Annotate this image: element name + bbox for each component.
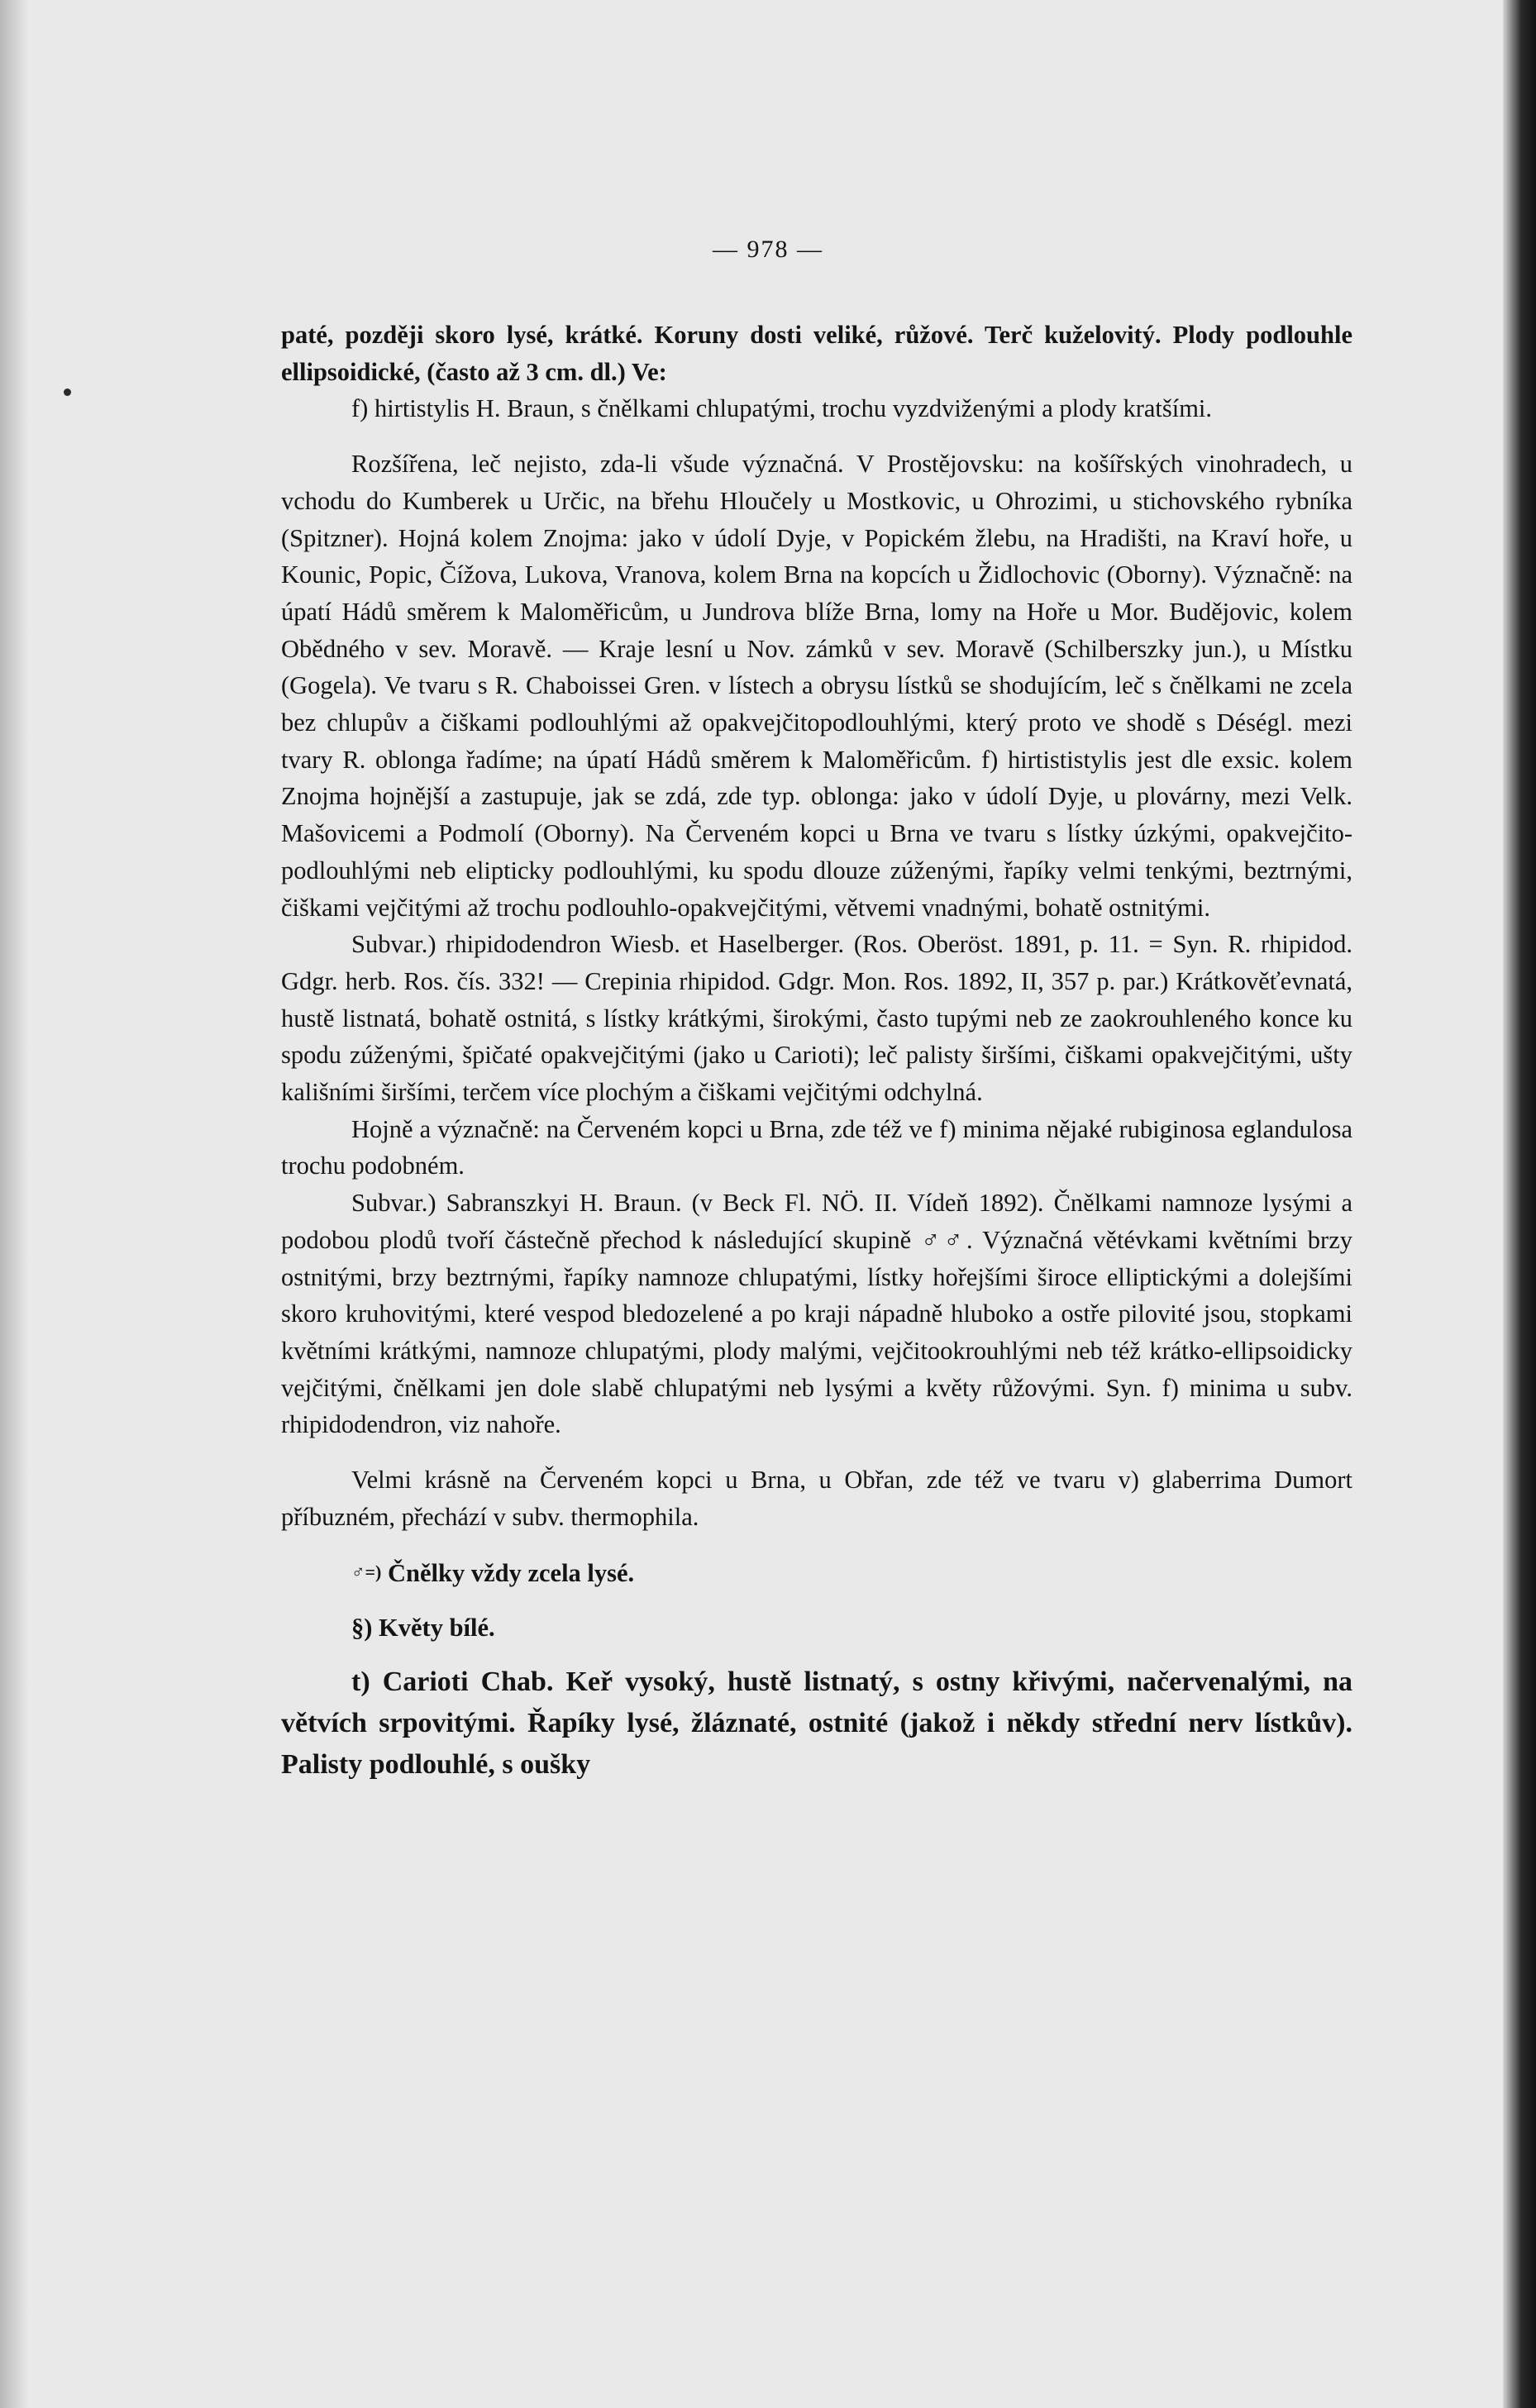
- paragraph-9: [281, 1609, 1352, 1647]
- paragraph-8: [281, 1554, 1352, 1592]
- scan-right-edge: [1503, 0, 1536, 2408]
- paragraph-5: Hojně a význačně: na Červeném kopci u Brna, zde též ve f) minima nějaké rubiginosa eglandulosa trochu podobném.: [281, 1114, 1352, 1180]
- page-number: — 978 —: [713, 236, 823, 263]
- page-text: [281, 317, 1352, 1786]
- paragraph-3: Rozšířena, leč nejisto, zda-li všude význačná. V Prostějovsku: na košířských vinohradech, u vchodu do Kumberek u Určic, na břehu Hloučely u Mostkovic, u Ohrozimi, u stichovského rybníka (Spitzner). Hojná kolem Znojma: jako v údolí Dyje, v Popickém žlebu, na Hradišti, na Kraví hoře, u Kounic, Popic, Čížova, Lukova, Vranova, kolem Brna na kopcích u Židlochovic (Oborny). Význačně: na úpatí Hádů směrem k Maloměřicům, u Jundrova blíže Brna, lomy na Hoře u Mor. Budějovic, kolem Obědného v sev. Moravě. — Kraje lesní u Nov. zámků v sev. Moravě (Schilberszky jun.), u Místku (Gogela). Ve tvaru s R. Chaboissei Gren. v lístech a obrysu lístků se shodujícím, leč s čnělkami ne zcela bez chlupův a čiškami podlouhlými až opakvejčitopodlouhlými, který proto ve shodě s Déségl. mezi tvary R. oblonga řadíme; na úpatí Hádů směrem k Maloměřicům. f) hirtististylis jest dle exsic. kolem Znojma hojnější a zastupuje, jak se zdá, zde typ. oblonga: jako v údolí Dyje, u plovárny, mezi Velk. Mašovicemi a Podmolí (Oborny). Na Červeném kopci u Brna ve tvaru s lístky úzkými, opakvejčito-podlouhlými neb elipticky podlouhlými, ku spodu dlouze zúženými, řapíky velmi tenkými, beztrnými, čiškami vejčitými až trochu podlouhlo-opakvejčitými, větvemi vnadnými, bohatě ostnitými.: [281, 450, 1352, 922]
- paragraph-6: Subvar.) Sabranszkyi H. Braun. (v Beck Fl. NÖ. II. Vídeň 1892). Čnělkami namnoze lysými a podobou plodů tvoří částečně přechod k následující skupině ♂♂. Význačná větévkami květními brzy ostnitými, brzy beztrnými, řapíky namnoze chlupatými, lístky hořejšími široce elliptickými a dolejšími skoro kruhovitými, které vespod bledozelené a po kraji nápadně hluboko a ostře pilovité jsou, stopkami květními krátkými, namnoze chlupatými, plody malými, vejčitookrouhlými neb též krátko-ellipsoidicky vejčitými, čnělkami jen dole slabě chlupatými neb lysými a květy růžovými. Syn. f) minima u subv. rhipidodendron, viz nahoře.: [281, 1189, 1352, 1439]
- scan-left-edge: [0, 0, 28, 2408]
- section-symbol-b: §): [351, 1614, 373, 1643]
- margin-mark: [64, 389, 71, 396]
- paragraph-10: t) Carioti Chab. Keř vysoký, hustě listnatý, s ostny křivými, načervenalými, na větvích srpovitými. Řapíky lysé, žláznaté, ostnité (jakož i někdy střední nerv lístkův). Palisty podlouhlé, s oušky: [281, 1666, 1352, 1780]
- paragraph-9-text: Květy bílé.: [379, 1614, 495, 1643]
- paragraph-7: Velmi krásně na Červeném kopci u Brna, u Obřan, zde též ve tvaru v) glaberrima Dumort příbuzném, přechází v subv. thermophila.: [281, 1466, 1352, 1531]
- section-symbol-a: ♂=): [351, 1561, 382, 1582]
- paragraph-4: Subvar.) rhipidodendron Wiesb. et Haselberger. (Ros. Oberöst. 1891, p. 11. = Syn. R. rhipidod. Gdgr. herb. Ros. čís. 332! — Crepinia rhipidod. Gdgr. Mon. Ros. 1892, II, 357 p. par.) Krátkověťevnatá, hustě listnatá, bohatě ostnitá, s lístky krátkými, širokými, často tupými neb ze zaokrouhleného konce ku spodu zúženými, špičaté opakvejčitými (jako u Carioti); leč palisty širšími, čiškami opakvejčitými, ušty kališními širšími, terčem více plochým a čiškami vejčitými odchylná.: [281, 930, 1352, 1107]
- paragraph-1: paté, později skoro lysé, krátké. Koruny dosti veliké, růžové. Terč kuželovitý. Plody podlouhle ellipsoidické, (často až 3 cm. dl.) Ve:: [281, 321, 1352, 386]
- paragraph-2: f) hirtistylis H. Braun, s čnělkami chlupatými, trochu vyzdviženými a plody kratšími.: [351, 394, 1213, 423]
- paragraph-8-text: Čnělky vždy zcela lysé.: [388, 1558, 635, 1587]
